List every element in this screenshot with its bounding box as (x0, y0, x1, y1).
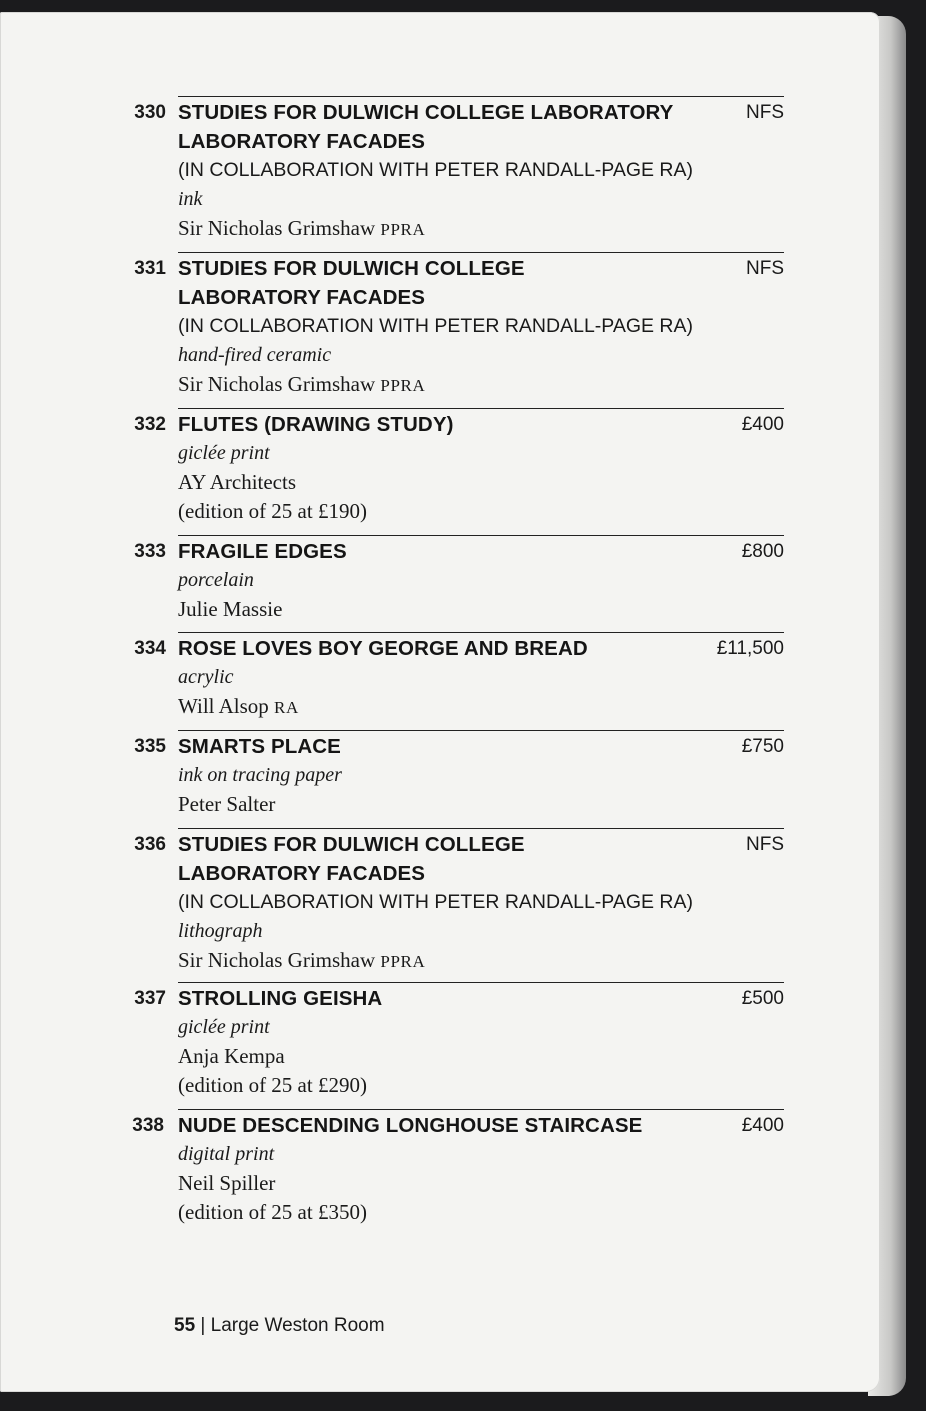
entry-title: STROLLING GEISHA (178, 987, 383, 1010)
entry-divider (178, 1109, 784, 1110)
entry-title: STUDIES FOR DULWICH COLLEGE LABORATORY (178, 101, 674, 124)
entry-number: 336 (134, 834, 166, 855)
entry-artist-line (178, 595, 738, 624)
entry-title: LABORATORY FACADES (178, 286, 426, 309)
entry-collaboration: (IN COLLABORATION WITH PETER RANDALL-PAGE RA) (178, 891, 694, 913)
entry-artist: AY Architects (178, 470, 297, 494)
entry-artist-honours: PPRA (380, 220, 426, 239)
entry-collaboration: (IN COLLABORATION WITH PETER RANDALL-PAGE RA) (178, 159, 694, 181)
entry-price: £400 (741, 1115, 784, 1136)
entry-title: STUDIES FOR DULWICH COLLEGE (178, 257, 525, 280)
entry-divider (178, 96, 784, 97)
entry-artist-honours: PPRA (380, 952, 426, 971)
entry-price: £400 (741, 414, 784, 435)
entry-artist-honours: RA (274, 698, 299, 717)
entry-number: 331 (134, 258, 166, 279)
room-name: Large Weston Room (210, 1315, 385, 1336)
entry-edition: (edition of 25 at £350) (178, 1200, 367, 1224)
entry-medium: giclée print (178, 442, 270, 464)
entry-details (178, 537, 738, 624)
entry-price: NFS (746, 102, 784, 123)
entry-medium: giclée print (178, 1016, 270, 1038)
entry-title: NUDE DESCENDING LONGHOUSE STAIRCASE (178, 1114, 643, 1137)
entry-artist: Sir Nicholas Grimshaw (178, 216, 376, 240)
catalogue-page (0, 12, 880, 1392)
entry-medium: porcelain (178, 569, 254, 591)
entry-price: £800 (741, 541, 784, 562)
entry-medium: ink on tracing paper (178, 764, 342, 786)
entry-artist-honours: PPRA (380, 376, 426, 395)
entry-price: £750 (741, 736, 784, 757)
entry-number: 330 (134, 102, 166, 123)
entry-artist-line (178, 790, 738, 819)
entry-artist-line (178, 1042, 738, 1071)
entry-artist: Neil Spiller (178, 1171, 276, 1195)
entry-details (178, 98, 738, 243)
entry-number: 338 (132, 1115, 164, 1136)
entry-medium: digital print (178, 1143, 275, 1165)
entry-price: NFS (746, 258, 784, 279)
entry-number: 337 (134, 988, 166, 1009)
entry-details (178, 732, 738, 819)
entry-title: LABORATORY FACADES (178, 130, 426, 153)
entry-artist: Anja Kempa (178, 1044, 285, 1068)
entry-divider (178, 252, 784, 253)
entry-title: STUDIES FOR DULWICH COLLEGE (178, 833, 525, 856)
entry-medium: acrylic (178, 666, 234, 688)
entry-artist: Julie Massie (178, 597, 283, 621)
entry-details (178, 984, 738, 1100)
entry-artist: Sir Nicholas Grimshaw (178, 372, 376, 396)
entry-price: £500 (741, 988, 784, 1009)
entry-title: SMARTS PLACE (178, 735, 341, 758)
entry-divider (178, 730, 784, 731)
entry-number: 335 (134, 736, 166, 757)
entry-details (178, 634, 738, 721)
entry-artist-line (178, 946, 738, 975)
entry-details (178, 830, 738, 975)
entry-artist-line (178, 468, 738, 497)
entry-artist-line (178, 214, 738, 243)
entry-details (178, 254, 738, 399)
footer-separator: | (200, 1315, 206, 1336)
page-number: 55 (174, 1315, 196, 1336)
entry-title: ROSE LOVES BOY GEORGE AND BREAD (178, 637, 588, 660)
entry-collaboration: (IN COLLABORATION WITH PETER RANDALL-PAGE RA) (178, 315, 694, 337)
entry-artist-line (178, 370, 738, 399)
entry-title: FRAGILE EDGES (178, 540, 347, 563)
entry-price: £11,500 (716, 638, 784, 659)
entry-title: LABORATORY FACADES (178, 862, 426, 885)
entry-number: 333 (134, 541, 166, 562)
entry-price: NFS (746, 834, 784, 855)
entry-divider (178, 408, 784, 409)
entry-artist: Will Alsop (178, 694, 269, 718)
entry-divider (178, 632, 784, 633)
entry-medium: hand-fired ceramic (178, 344, 332, 366)
entry-medium: lithograph (178, 920, 263, 942)
entry-artist-line (178, 1169, 738, 1198)
entry-divider (178, 828, 784, 829)
page-footer (174, 1315, 385, 1337)
entry-details (178, 410, 738, 526)
entry-artist: Peter Salter (178, 792, 276, 816)
entry-artist-line (178, 692, 738, 721)
entry-divider (178, 982, 784, 983)
entry-number: 332 (134, 414, 166, 435)
entry-edition: (edition of 25 at £190) (178, 499, 367, 523)
entry-divider (178, 535, 784, 536)
entry-number: 334 (134, 638, 166, 659)
entry-title: FLUTES (DRAWING STUDY) (178, 413, 454, 436)
entry-edition: (edition of 25 at £290) (178, 1073, 367, 1097)
entry-artist: Sir Nicholas Grimshaw (178, 948, 376, 972)
entry-details (178, 1111, 738, 1227)
entry-medium: ink (178, 188, 203, 210)
